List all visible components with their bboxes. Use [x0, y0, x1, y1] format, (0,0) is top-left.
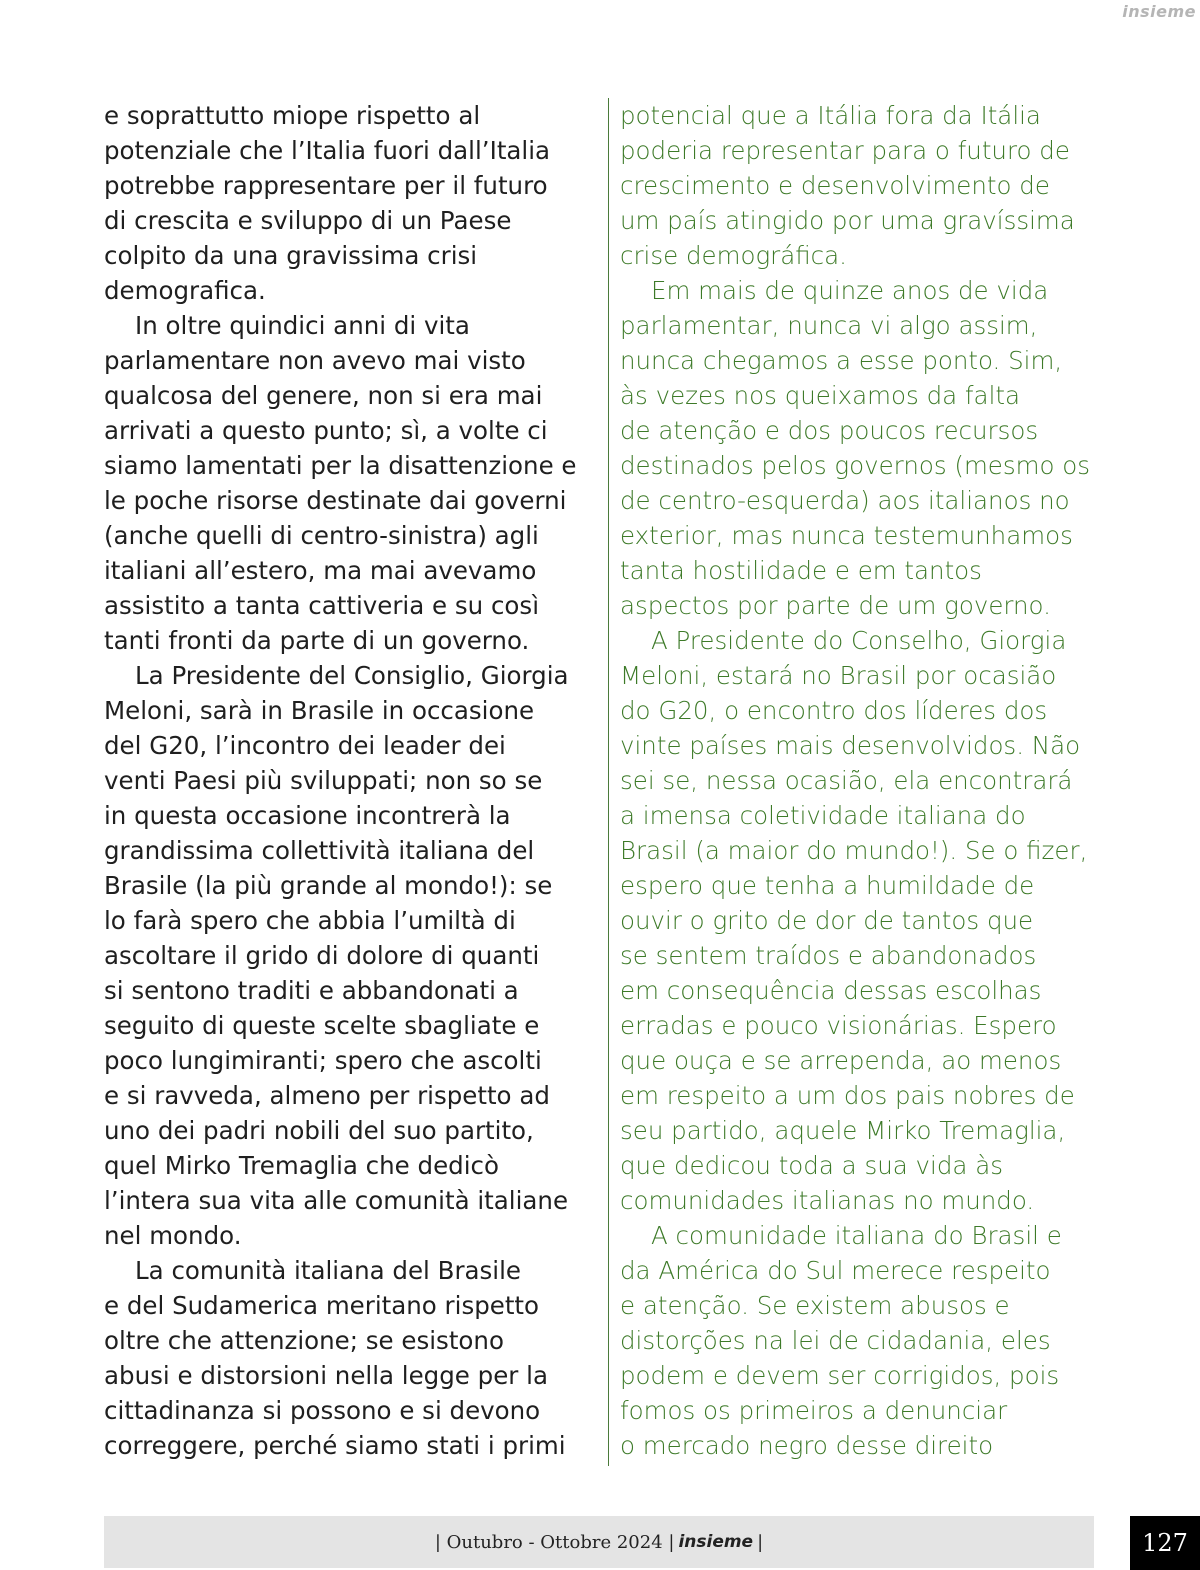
text-line: A comunidade italiana do Brasil e — [651, 1221, 1062, 1250]
footer-brand: insieme — [678, 1532, 754, 1552]
text-line: vinte países mais desenvolvidos. Não — [620, 731, 1081, 760]
text-line: e soprattutto miope rispetto al — [104, 101, 481, 130]
text-line: La Presidente del Consiglio, Giorgia — [135, 661, 569, 690]
text-line: seguito di queste scelte sbagliate e — [104, 1011, 540, 1040]
text-line: Em mais de quinze anos de vida — [651, 276, 1049, 305]
text-line: de centro-esquerda) aos italianos no — [620, 486, 1070, 515]
text-line: cittadinanza si possono e si devono — [104, 1396, 541, 1425]
text-line: tanti fronti da parte di un governo. — [104, 626, 530, 655]
text-line: o mercado negro desse direito — [620, 1431, 994, 1460]
text-line: ouvir o grito de dor de tantos que — [620, 906, 1034, 935]
text-line: La comunità italiana del Brasile — [135, 1256, 521, 1285]
italian-column — [104, 98, 594, 1463]
text-line: poderia representar para o futuro de — [620, 136, 1070, 165]
text-line: nel mondo. — [104, 1221, 242, 1250]
footer-separator: | — [757, 1531, 764, 1553]
text-line: del G20, l’incontro dei leader dei — [104, 731, 506, 760]
text-line: aspectos por parte de um governo. — [620, 591, 1051, 620]
text-line: a imensa coletividade italiana do — [620, 801, 1026, 830]
footer-date: | Outubro - Ottobre 2024 | — [434, 1531, 675, 1553]
text-line: lo farà spero che abbia l’umiltà di — [104, 906, 516, 935]
text-line: potrebbe rappresentare per il futuro — [104, 171, 548, 200]
text-line: uno dei padri nobili del suo partito, — [104, 1116, 534, 1145]
text-line: potencial que a Itália fora da Itália — [620, 101, 1041, 130]
text-line: le poche risorse destinate dai governi — [104, 486, 567, 515]
text-line: siamo lamentati per la disattenzione e — [104, 451, 577, 480]
footer-bar — [104, 1516, 1094, 1568]
text-line: venti Paesi più sviluppati; non so se — [104, 766, 543, 795]
text-line: exterior, mas nunca testemunhamos — [620, 521, 1073, 550]
text-line: grandissima collettività italiana del — [104, 836, 535, 865]
text-line: potenziale che l’Italia fuori dall’Italia — [104, 136, 551, 165]
text-line: seu partido, aquele Mirko Tremaglia, — [620, 1116, 1066, 1145]
text-line: abusi e distorsioni nella legge per la — [104, 1361, 548, 1390]
text-line: e si ravveda, almeno per rispetto ad — [104, 1081, 550, 1110]
column-divider — [608, 98, 609, 1466]
text-line: da América do Sul merece respeito — [620, 1256, 1051, 1285]
text-line: parlamentare non avevo mai visto — [104, 346, 526, 375]
text-line: em respeito a um dos pais nobres de — [620, 1081, 1075, 1110]
text-line: Meloni, sarà in Brasile in occasione — [104, 696, 535, 725]
text-line: destinados pelos governos (mesmo os — [620, 451, 1091, 480]
text-line: in questa occasione incontrerà la — [104, 801, 511, 830]
text-line: italiani all’estero, ma mai avevamo — [104, 556, 537, 585]
text-line: (anche quelli di centro-sinistra) agli — [104, 521, 539, 550]
text-line: qualcosa del genere, non si era mai — [104, 381, 543, 410]
text-line: erradas e pouco visionárias. Espero — [620, 1011, 1057, 1040]
text-line: assistito a tanta cattiveria e su così — [104, 591, 539, 620]
text-line: em consequência dessas escolhas — [620, 976, 1042, 1005]
text-line: Meloni, estará no Brasil por ocasião — [620, 661, 1057, 690]
text-line: l’intera sua vita alle comunità italiane — [104, 1186, 569, 1215]
text-line: de atenção e dos poucos recursos — [620, 416, 1039, 445]
text-line: tanta hostilidade e em tantos — [620, 556, 982, 585]
text-line: In oltre quindici anni di vita — [135, 311, 470, 340]
text-line: e del Sudamerica meritano rispetto — [104, 1291, 540, 1320]
text-line: oltre che attenzione; se esistono — [104, 1326, 504, 1355]
page-number: 127 — [1130, 1516, 1200, 1570]
text-line: correggere, perché siamo stati i primi — [104, 1431, 566, 1460]
text-line: parlamentar, nunca vi algo assim, — [620, 311, 1038, 340]
text-line: do G20, o encontro dos líderes dos — [620, 696, 1048, 725]
text-line: que ouça e se arrependa, ao menos — [620, 1046, 1062, 1075]
text-line: espero que tenha a humildade de — [620, 871, 1035, 900]
text-line: crise demográfica. — [620, 241, 847, 270]
text-line: Brasile (la più grande al mondo!): se — [104, 871, 553, 900]
text-line: podem e devem ser corrigidos, pois — [620, 1361, 1060, 1390]
text-line: distorções na lei de cidadania, eles — [620, 1326, 1051, 1355]
text-line: ascoltare il grido di dolore di quanti — [104, 941, 540, 970]
text-line: si sentono traditi e abbandonati a — [104, 976, 519, 1005]
text-line: fomos os primeiros a denunciar — [620, 1396, 1008, 1425]
text-line: um país atingido por uma gravíssima — [620, 206, 1075, 235]
text-line: às vezes nos queixamos da falta — [620, 381, 1020, 410]
text-line: comunidades italianas no mundo. — [620, 1186, 1035, 1215]
text-line: nunca chegamos a esse ponto. Sim, — [620, 346, 1063, 375]
text-line: Brasil (a maior do mundo!). Se o fizer, — [620, 836, 1088, 865]
text-line: sei se, nessa ocasião, ela encontrará — [620, 766, 1073, 795]
portuguese-column — [620, 98, 1190, 1463]
text-line: colpito da una gravissima crisi — [104, 241, 478, 270]
text-line: poco lungimiranti; spero che ascolti — [104, 1046, 542, 1075]
text-line: crescimento e desenvolvimento de — [620, 171, 1050, 200]
text-line: arrivati a questo punto; sì, a volte ci — [104, 416, 548, 445]
text-line: e atenção. Se existem abusos e — [620, 1291, 1010, 1320]
text-line: A Presidente do Conselho, Giorgia — [651, 626, 1067, 655]
header-brand-logo: insieme — [1122, 2, 1196, 21]
text-line: se sentem traídos e abandonados — [620, 941, 1037, 970]
text-line: demografica. — [104, 276, 266, 305]
text-line: quel Mirko Tremaglia che dedicò — [104, 1151, 499, 1180]
text-line: di crescita e sviluppo di un Paese — [104, 206, 512, 235]
text-line: que dedicou toda a sua vida às — [620, 1151, 1003, 1180]
